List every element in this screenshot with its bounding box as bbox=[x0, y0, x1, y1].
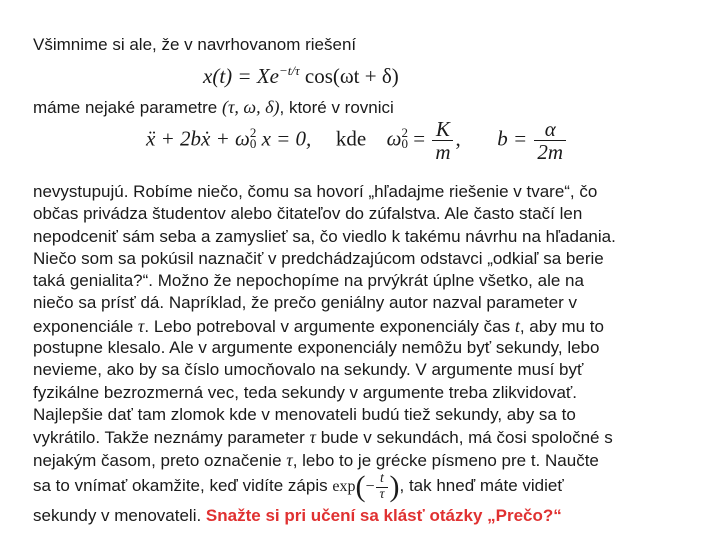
para-line: nevystupujú. Robíme niečo, čomu sa hovorí „hľadajme riešenie v tvare“, čo bbox=[33, 182, 598, 201]
para-line: nevieme, ako by sa číslo umocňovalo na sekundy. V argumente musí byť bbox=[33, 360, 584, 380]
equation-solution bbox=[203, 63, 399, 89]
para-line: Niečo som sa pokúsil naznačiť v predchádzajúcom odstavci „odkiaľ sa berie bbox=[33, 248, 604, 268]
params-before: máme nejaké parametre bbox=[33, 98, 222, 117]
para-line: postupne klesalo. Ale v argumente exponenciály nemôžu byť sekundy, lebo bbox=[33, 338, 600, 358]
para-line: nepodceniť sám seba a zamyslieť sa, čo viedlo k takému návrhu na hľadania. bbox=[33, 226, 616, 246]
para-line: niečo sa prísť dá. Napríklad, že prečo geniálny autor nazval parameter v bbox=[33, 293, 578, 313]
para-line: občas privádza študentov alebo čitateľov do zúfalstva. Ale často stačí len bbox=[33, 204, 583, 224]
kde-word: kde bbox=[335, 126, 367, 151]
intro-text: Všimnime si ale, že v navrhovanom riešení bbox=[33, 35, 357, 54]
eq1-lhs: x(t) = Xe bbox=[203, 64, 279, 88]
params-tuple: (τ, ω, δ) bbox=[221, 97, 280, 117]
ode-right: x = 0, bbox=[261, 126, 312, 151]
equation-ode: ẍ + 2bẋ + ω 2 0 x = 0, kde ω 2 0 = $\frac{K}{m}$ , b = $\frac{\alpha}{2m}$ bbox=[146, 118, 568, 163]
explanation-paragraph bbox=[33, 181, 673, 527]
para-line: sa to vnímať okamžite, keď vidíte zápis exp(− $\frac{t}{\tau}$ ), tak hneď máte vidieť bbox=[33, 469, 564, 503]
exp-notation: exp(− $\frac{t}{\tau}$ ) bbox=[332, 469, 400, 503]
eq1-rhs: cos(ωt + δ) bbox=[304, 64, 399, 88]
b-lhs: b = bbox=[497, 126, 528, 151]
para-line: fyzikálne bezrozmerná vec, teda sekundy v argumente treba zlikvidovať. bbox=[33, 382, 578, 402]
emphasis-text: Snažte si pri učení sa klásť otázky „Prečo?“ bbox=[205, 505, 562, 525]
para-line: exponenciále τ. Lebo potreboval v argumente exponenciály čas t, aby mu to bbox=[33, 315, 604, 336]
params-line bbox=[33, 97, 394, 118]
para-line: Najlepšie dať tam zlomok kde v menovateli budú tiež sekundy, aby sa to bbox=[33, 404, 576, 424]
para-line: taká genialita?“. Možno že nepochopíme na prvýkrát úplne všetko, ale na bbox=[33, 271, 584, 291]
alpha-over-2m: $\frac{\alpha}{2m}$ bbox=[534, 118, 566, 163]
ode-left: ẍ + 2bẋ + ω bbox=[146, 126, 250, 151]
para-line: nejakým časom, preto označenie τ, lebo to je grécke písmeno pre t. Naučte bbox=[33, 449, 599, 470]
params-after: , ktoré v rovnici bbox=[279, 98, 394, 117]
omega-lhs: ω bbox=[386, 126, 402, 151]
eq1-exponent: −t/τ bbox=[278, 63, 300, 78]
k-over-m: $\frac{K}{m}$ bbox=[432, 118, 453, 163]
para-line: vykrátilo. Takže neznámy parameter τ bude v sekundách, má čosi spoločné s bbox=[33, 427, 613, 448]
para-line: sekundy v menovateli. Snažte si pri učení sa klásť otázky „Prečo?“ bbox=[33, 505, 562, 525]
